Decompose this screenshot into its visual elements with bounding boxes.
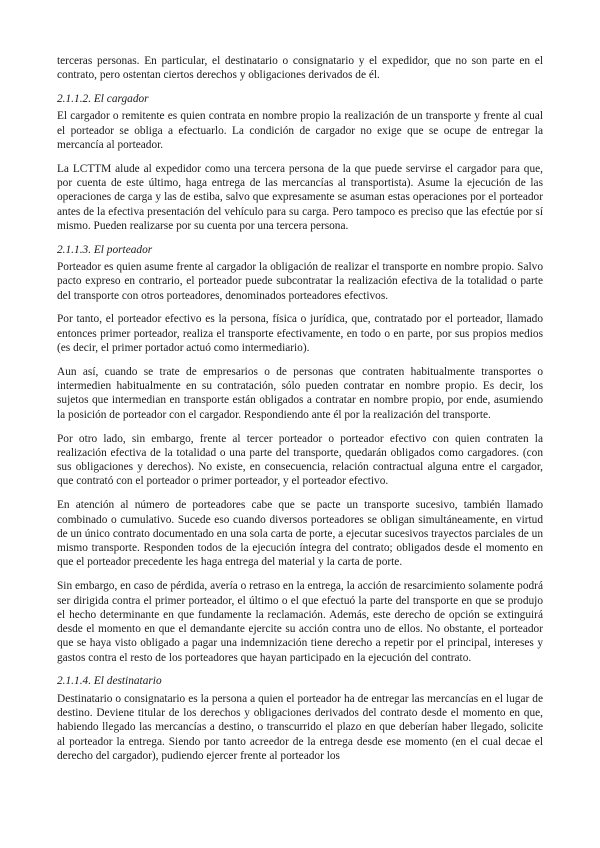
section-heading-cargador: 2.1.1.2. El cargador [57, 93, 149, 106]
paragraph-8: En atención al número de porteadores cabe que se pacte un transporte sucesivo, también llamado combinado o cumulativo. Sucede eso cuando diversos porteadores se obligan simultáneamente, en virtud de un único contrato documentado en una sola carta de porte, a ejecutar sucesivos trayectos parciales de un mismo transporte. Responden todos de la ejecución íntegra del contrato; obligados desde el momento en que el porteador precedente les haga entrega del material y la carta de porte. [57, 499, 543, 569]
section-heading-destinatario: 2.1.1.4. El destinatario [57, 675, 162, 688]
paragraph-2: El cargador o remitente es quien contrata en nombre propio la realización de un transporte y frente al cual el porteador se obliga a efectuarlo. La condición de cargador no exige que se ocupe de entregar la mercancía al porteador. [57, 110, 543, 151]
paragraph-3: La LCTTM alude al expedidor como una tercera persona de la que puede servirse el cargador para que, por cuenta de este último, haga entrega de las mercancías al transportista). Asume la ejecución de las operaciones de carga y las de estiba, salvo que expresamente se asuman estas operaciones por el porteador antes de la efectiva presentación del vehículo para su carga. Pero tampoco es preciso que las efectúe por sí mismo. Pueden realizarse por su cuenta por una tercera persona. [57, 162, 543, 232]
paragraph-4: Porteador es quien asume frente al cargador la obligación de realizar el transporte en nombre propio. Salvo pacto expreso en contrario, el porteador puede subcontratar la realización efectiva de la totalidad o parte del transporte con otros porteadores, denominados porteadores efectivos. [57, 261, 543, 302]
section-heading-porteador: 2.1.1.3. El porteador [57, 243, 153, 256]
paragraph-5: Por tanto, el porteador efectivo es la persona, física o jurídica, que, contratado por el porteador, llamado entonces primer porteador, realiza el transporte efectivamente, en todo o en parte, por sus propios medios (es decir, el primer portador actuó como intermediario). [57, 313, 543, 355]
paragraph-7: Por otro lado, sin embargo, frente al tercer porteador o porteador efectivo con quien contraten la realización efectiva de la totalidad o una parte del transporte, quedarán obligados como cargadores. (con sus obligaciones y derechos). No existe, en consecuencia, relación contractual alguna entre el cargador, que contrató con el porteador o primer porteador, y el porteador efectivo. [57, 432, 543, 488]
paragraph-1: terceras personas. En particular, el destinatario o consignatario y el expedidor, que no son parte en el contrato, pero ostentan ciertos derechos y obligaciones derivados de él. [57, 55, 543, 82]
paragraph-6: Aun así, cuando se trate de empresarios o de personas que contraten habitualmente transportes o intermedien habitualmente en su contratación, sólo pueden contratar en nombre propio. Es decir, los sujetos que intermedian en transporte están obligados a contratar en nombre propio, por ende, asumiendo la posición de porteador con el cargador. Respondiendo ante él por la realización del transporte. [57, 365, 543, 421]
paragraph-10: Destinatario o consignatario es la persona a quien el porteador ha de entregar las mercancías en el lugar de destino. Deviene titular de los derechos y obligaciones derivados del contrato desde el momento en que, habiendo llegado las mercancías a destino, o transcurrido el plazo en que deberían haber llegado, solicite al porteador la entrega. Siendo por tanto acreedor de la entrega desde ese momento (en el cual decae el derecho del cargador), pudiendo ejercer frente al porteador los [57, 692, 543, 762]
paragraph-9: Sin embargo, en caso de pérdida, avería o retraso en la entrega, la acción de resarcimiento solamente podrá ser dirigida contra el primer porteador, el último o el que efectuó la parte del transporte en que se produjo el hecho determinante en que fundamente la reclamación. Además, este derecho de opción se extinguirá desde el momento en que el demandante ejercite su acción contra uno de ellos. No obstante, el porteador que se haya visto obligado a pagar una indemnización tiene derecho a repetir por el principal, intereses y gastos contra el resto de los porteadores que hayan participado en la ejecución del contrato. [57, 580, 543, 664]
document-page [57, 54, 543, 773]
